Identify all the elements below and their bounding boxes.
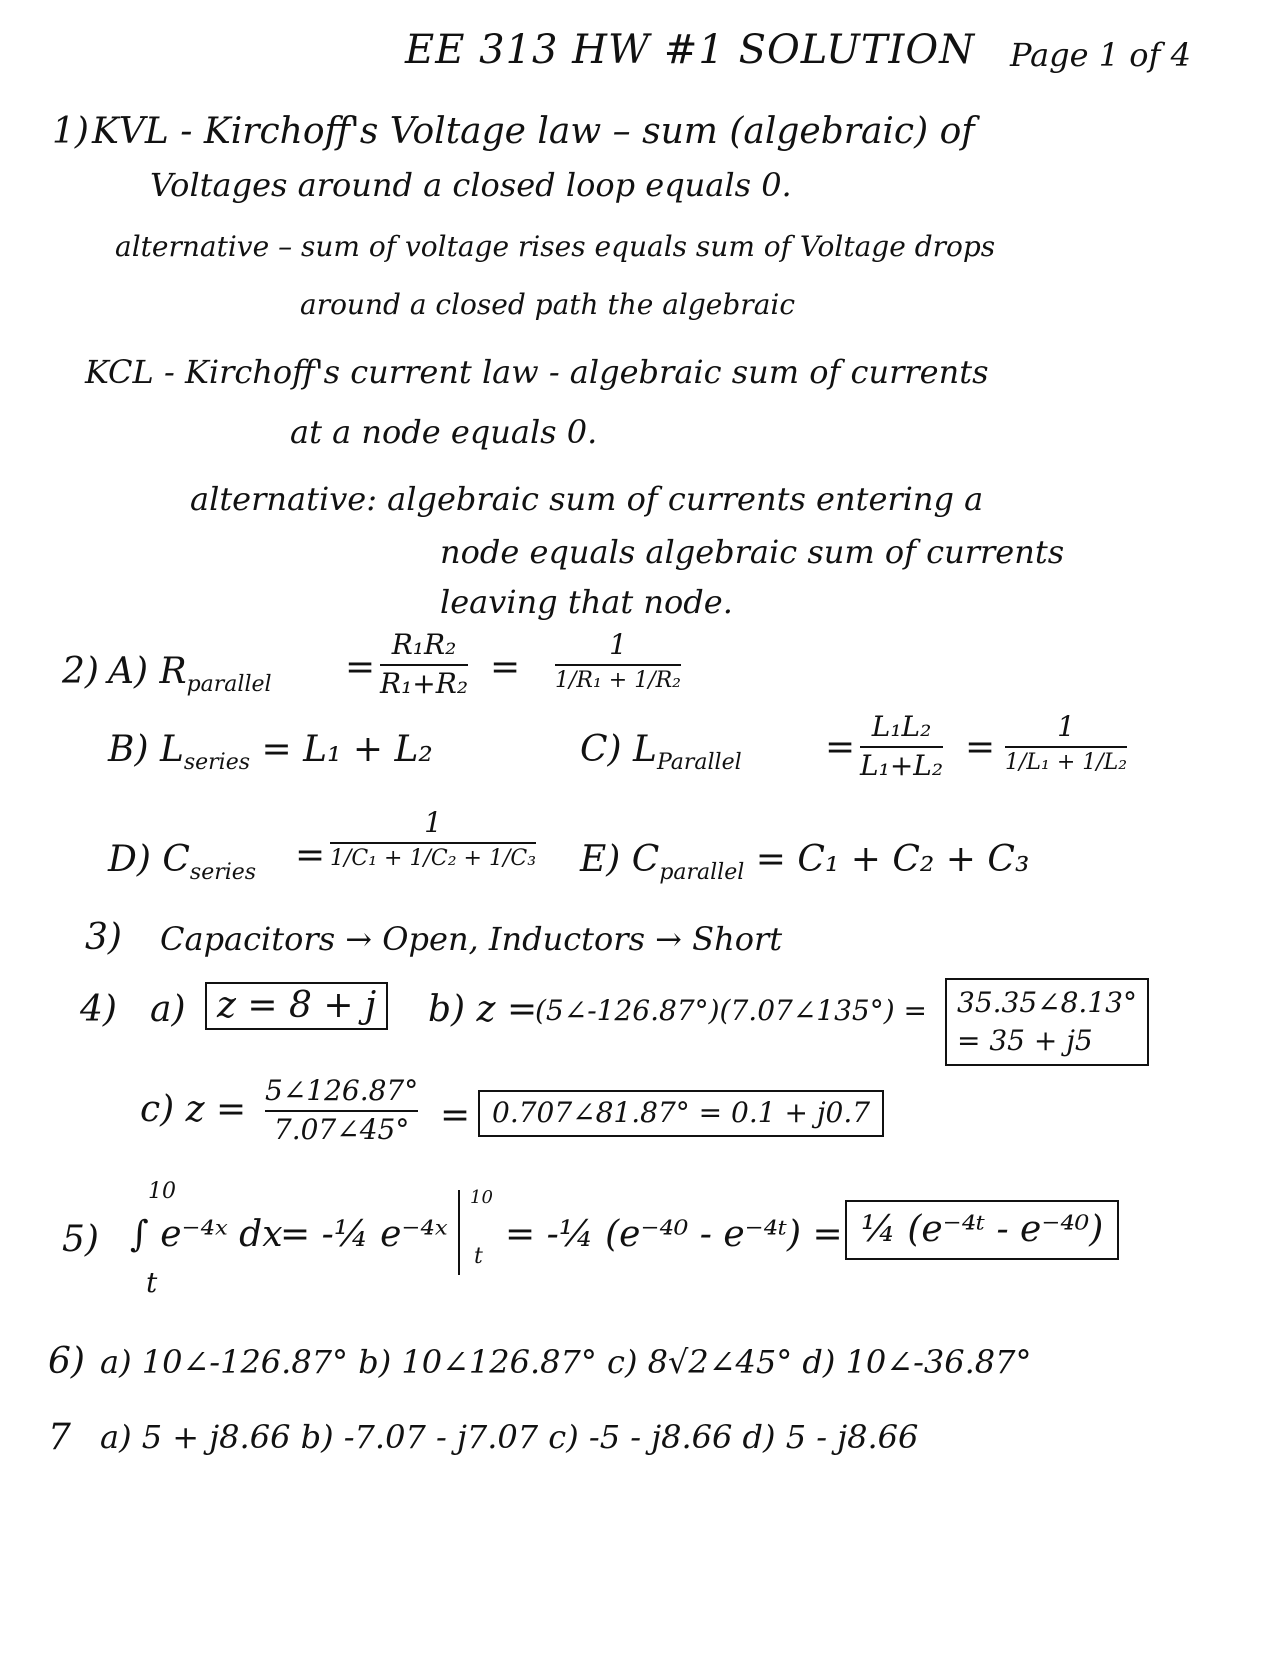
q2-c-denominator: L₁+L₂ xyxy=(860,748,944,782)
page-number: Page 1 of 4 xyxy=(1010,36,1191,74)
q1-kcl-alt3: leaving that node. xyxy=(440,583,733,621)
q4-c-numerator: 5∠126.87° xyxy=(265,1074,419,1107)
fraction-bar xyxy=(1005,746,1127,748)
q2-c-label xyxy=(580,730,742,775)
q2-c-numerator2: 1 xyxy=(1057,710,1075,743)
q2-a-fraction xyxy=(380,630,468,700)
q5-evaluation-bar xyxy=(458,1190,460,1275)
q7-number: 7 xyxy=(48,1417,71,1458)
q2-d-label-text: D) C xyxy=(108,839,190,880)
q1-kcl-line1: KCL - Kirchoff's current law - algebraic sum of currents xyxy=(85,353,989,391)
q2-a-numerator2: 1 xyxy=(609,628,627,661)
q5-answer-box: ¼ (e⁻⁴ᵗ - e⁻⁴⁰) xyxy=(845,1200,1119,1260)
q2-e-expression: = C₁ + C₂ + C₃ xyxy=(755,839,1030,880)
q5-eval-upper: 10 xyxy=(470,1187,493,1208)
q2-e-label-text: E) C xyxy=(580,839,660,880)
q1-kvl-line2: Voltages around a closed loop equals 0. xyxy=(150,166,792,204)
q5-eval-lower: t xyxy=(474,1244,483,1269)
q3-text: Capacitors → Open, Inductors → Short xyxy=(160,920,783,958)
q2-a-fraction2 xyxy=(555,630,681,693)
q2-c-label-text: C) L xyxy=(580,729,657,770)
q2-d-numerator: 1 xyxy=(424,806,442,839)
q2-d-label xyxy=(108,840,256,885)
q2-a-equals2: = xyxy=(490,647,521,688)
q2-number: 2) xyxy=(62,651,99,692)
q1-number: 1) xyxy=(52,111,89,152)
q5-step2: = -¼ (e⁻⁴⁰ - e⁻⁴ᵗ) = xyxy=(505,1214,843,1255)
q1-kcl-alt2: node equals algebraic sum of currents xyxy=(440,533,1065,571)
q4-c-label: c) z = xyxy=(140,1089,247,1130)
q4-b-answer-box xyxy=(945,978,1149,1066)
q2-d-fraction xyxy=(330,808,536,871)
q2-a-label-text: A) R xyxy=(108,651,187,692)
q2-c-subscript: Parallel xyxy=(656,750,742,776)
q5-number: 5) xyxy=(62,1219,99,1260)
q1-kvl-alt2: around a closed path the algebraic xyxy=(300,288,796,321)
q2-b-label xyxy=(108,730,433,775)
q4-c-equals: = xyxy=(440,1095,471,1136)
q3-number: 3) xyxy=(85,917,122,958)
q2-c-fraction xyxy=(860,712,943,782)
q2-a-equals: = xyxy=(345,647,376,688)
q4-b-label: b) z = xyxy=(428,989,538,1030)
q4-number: 4) xyxy=(80,989,117,1030)
q5-step1: = -¼ e⁻⁴ˣ xyxy=(280,1214,448,1255)
q2-a-denominator: R₁+R₂ xyxy=(380,666,469,700)
q2-c-fraction2 xyxy=(1005,712,1127,775)
q1-kvl-alt1: alternative – sum of voltage rises equals sum of Voltage drops xyxy=(115,230,996,263)
q1-kcl-line2: at a node equals 0. xyxy=(290,413,598,451)
q2-e-label xyxy=(580,840,1029,885)
q2-a-denominator2: 1/R₁ + 1/R₂ xyxy=(555,667,682,693)
q2-e-subscript: parallel xyxy=(659,860,745,886)
page-title: EE 313 HW #1 SOLUTION xyxy=(405,27,976,73)
q4-b-expression: (5∠-126.87°)(7.07∠135°) = xyxy=(535,994,928,1027)
q4-b-answer-polar: 35.35∠8.13° xyxy=(957,986,1137,1019)
q2-b-label-text: B) L xyxy=(108,729,184,770)
q4-a-label: a) xyxy=(150,989,186,1030)
q2-c-equals: = xyxy=(825,727,856,768)
q4-c-denominator: 7.07∠45° xyxy=(273,1112,410,1146)
q4-c-answer-box: 0.707∠81.87° = 0.1 + j0.7 xyxy=(478,1090,884,1137)
fraction-bar xyxy=(265,1110,418,1112)
q5-upper-limit: 10 xyxy=(148,1179,176,1204)
q1-kcl-alt1: alternative: algebraic sum of currents entering a xyxy=(190,480,984,518)
q2-b-subscript: series xyxy=(183,750,251,776)
q4-c-fraction xyxy=(265,1076,418,1146)
q2-c-numerator: L₁L₂ xyxy=(871,710,932,743)
q2-a-subscript: parallel xyxy=(186,672,272,698)
q2-a-numerator: R₁R₂ xyxy=(391,628,457,661)
q6-number: 6) xyxy=(48,1341,85,1382)
fraction-bar xyxy=(380,664,468,666)
q4-a-answer-box: z = 8 + j xyxy=(205,982,388,1030)
q4-b-answer-rect: = 35 + j5 xyxy=(957,1023,1093,1057)
q7-text: a) 5 + j8.66 b) -7.07 - j7.07 c) -5 - j8.66 d) 5 - j8.66 xyxy=(100,1418,919,1456)
q2-b-expression: = L₁ + L₂ xyxy=(261,729,433,770)
q6-text: a) 10∠-126.87° b) 10∠126.87° c) 8√2∠45° d) 10∠-36.87° xyxy=(100,1343,1032,1381)
q2-d-denominator: 1/C₁ + 1/C₂ + 1/C₃ xyxy=(330,845,537,871)
q5-integrand: ∫ e⁻⁴ˣ dx xyxy=(130,1214,283,1255)
fraction-bar xyxy=(330,842,536,844)
fraction-bar xyxy=(860,746,943,748)
q2-c-denominator2: 1/L₁ + 1/L₂ xyxy=(1005,749,1128,775)
q1-kvl-line1: KVL - Kirchoff's Voltage law – sum (algebraic) of xyxy=(92,111,975,152)
fraction-bar xyxy=(555,664,681,666)
q2-d-equals: = xyxy=(295,835,326,876)
q2-a-label xyxy=(108,652,272,697)
q2-d-subscript: series xyxy=(189,860,257,886)
q2-c-equals2: = xyxy=(965,727,996,768)
q5-lower-limit: t xyxy=(146,1266,158,1299)
